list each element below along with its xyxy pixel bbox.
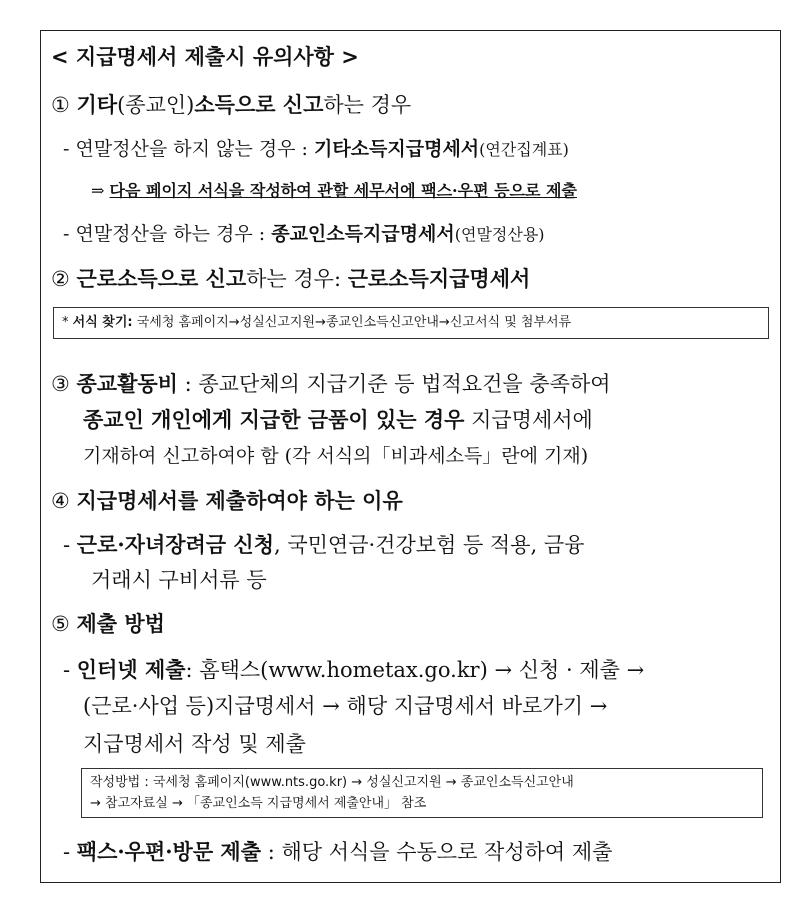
form-location-path: 국세청 홈페이지→성실신고지원→종교인소득신고안내→신고서식 및 첨부서류 (132, 315, 572, 330)
section-3-number: ③ (51, 372, 70, 396)
form-location-label: 서식 찾기: (72, 315, 133, 330)
section-3-line-3: 기재하여 신고하여야 함 (각 서식의「비과세소득」란에 기재) (83, 445, 589, 467)
section-1-normal-2: 하는 경우 (323, 93, 412, 117)
section-5-heading (51, 608, 165, 638)
how-to-write-line-1: 작성방법 : 국세청 홈페이지(www.nts.go.kr) → 성실신고지원 → 종교인소득신고안내 (90, 775, 574, 790)
section-4-item-normal: , 국민연금·건강보험 등 적용, 금융 (273, 533, 585, 557)
section-2-bold-2: 근로소득지급명세서 (347, 266, 531, 291)
section-1-item-1 (63, 134, 569, 161)
section-2-number: ② (51, 267, 70, 291)
section-5-item-2-dash: - (63, 840, 77, 864)
section-5-item-1-bold: 인터넷 제출 (76, 657, 186, 682)
section-5-item-1-line-2: (근로·사업 등)지급명세서 → 해당 지급명세서 바로가기 → (83, 694, 608, 718)
section-4-heading (51, 485, 403, 515)
section-3-bold-1: 종교활동비 (76, 371, 178, 396)
section-1-heading (51, 89, 411, 119)
section-1-number: ① (51, 93, 70, 117)
section-1-item-1-small: (연간집계표) (479, 140, 569, 159)
section-5-number: ⑤ (51, 612, 70, 636)
section-4-title: 지급명세서를 제출하여야 하는 이유 (76, 488, 403, 513)
section-4-dash: - (63, 533, 77, 557)
section-4-number: ④ (51, 489, 70, 513)
section-5-item-2-bold: 팩스·우편·방문 제출 (76, 839, 262, 864)
how-to-write-box (81, 768, 763, 818)
section-1-item-2 (63, 219, 545, 246)
section-5-title: 제출 방법 (76, 611, 165, 636)
section-1-arrow-text: 다음 페이지 서식을 작성하여 관할 세무서에 팩스·우편 등으로 제출 (109, 181, 577, 200)
section-3-bold-2: 종교인 개인에게 지급한 금품이 있는 경우 (83, 407, 465, 432)
section-1-normal-1: (종교인) (117, 93, 195, 117)
section-3-normal-1: : 종교단체의 지급기준 등 법적요건을 충족하여 (177, 372, 611, 396)
section-1-item-1-normal: - 연말정산을 하지 않는 경우 : (63, 138, 314, 160)
form-location-box (53, 307, 769, 339)
section-1-item-1-bold: 기타소득지급명세서 (313, 138, 480, 160)
section-1-item-2-normal: - 연말정산을 하는 경우 : (63, 223, 272, 245)
star-icon: * (62, 315, 73, 330)
section-2-normal-1: 하는 경우: (246, 267, 348, 291)
section-1-item-2-bold: 종교인소득지급명세서 (271, 223, 455, 245)
arrow-icon: ⇒ (91, 181, 110, 200)
section-5-item-1-dash: - (63, 658, 77, 682)
section-4-item-bold: 근로·자녀장려금 신청 (76, 532, 274, 557)
page-title: < 지급명세서 제출시 유의사항 > (51, 45, 359, 69)
section-5-item-1 (63, 654, 644, 684)
section-1-bold-1: 기타 (76, 92, 118, 117)
section-2-heading (51, 263, 530, 293)
notice-box (40, 30, 781, 883)
how-to-write-line-2: → 참고자료실 → 「종교인소득 지급명세서 제출안내」 참조 (90, 796, 427, 811)
section-1-bold-2: 소득으로 신고 (194, 92, 324, 117)
section-5-item-2 (63, 836, 612, 866)
section-1-arrow-note (91, 178, 577, 201)
section-4-item (63, 529, 584, 559)
section-3-line-1 (51, 368, 611, 398)
section-5-item-1-line-3: 지급명세서 작성 및 제출 (83, 732, 306, 756)
section-1-item-2-small: (연말정산용) (454, 225, 545, 244)
section-3-normal-2: 지급명세서에 (464, 408, 593, 432)
section-2-bold-1: 근로소득으로 신고 (76, 266, 247, 291)
section-5-item-1-normal: : 홈택스(www.hometax.go.kr) → 신청 · 제출 → (185, 658, 645, 682)
section-5-item-2-normal: : 해당 서식을 수동으로 작성하여 제출 (261, 840, 613, 864)
section-3-line-2 (83, 404, 593, 434)
section-4-item-line-2: 거래시 구비서류 등 (91, 568, 267, 592)
